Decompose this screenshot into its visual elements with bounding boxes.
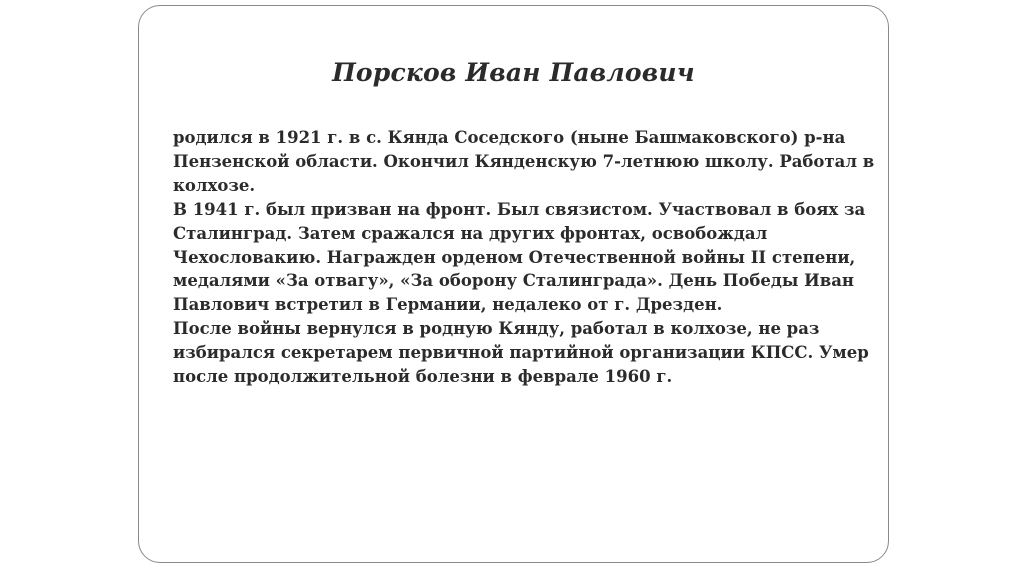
page-title: Порсков Иван Павлович (332, 58, 695, 87)
biography-line: медалями «За отвагу», «За оборону Сталинграда». День Победы Иван (173, 271, 854, 291)
biography-line: колхозе. (173, 175, 256, 195)
biography-line: После войны вернулся в родную Кянду, работал в колхозе, не раз (173, 319, 820, 339)
biography-line: родился в 1921 г. в с. Кянда Соседского (ныне Башмаковского) р-на (173, 128, 846, 147)
biography-line: В 1941 г. был призван на фронт. Был связистом. Участвовал в боях за (173, 199, 866, 219)
biography-text (173, 126, 875, 389)
biography-line: Чехословакию. Награжден орденом Отечественной войны II степени, (173, 247, 856, 267)
biography-line: Сталинград. Затем сражался на других фронтах, освобождал (173, 223, 768, 243)
biography-line: избирался секретарем первичной партийной организации КПСС. Умер (173, 343, 869, 363)
biography-line: Пензенской области. Окончил Кянденскую 7-летнюю школу. Работал в (173, 151, 875, 171)
slide-frame (138, 5, 889, 563)
biography-line: Павлович встретил в Германии, недалеко от г. Дрезден. (173, 295, 723, 315)
biography-line: после продолжительной болезни в феврале 1960 г. (173, 367, 673, 387)
